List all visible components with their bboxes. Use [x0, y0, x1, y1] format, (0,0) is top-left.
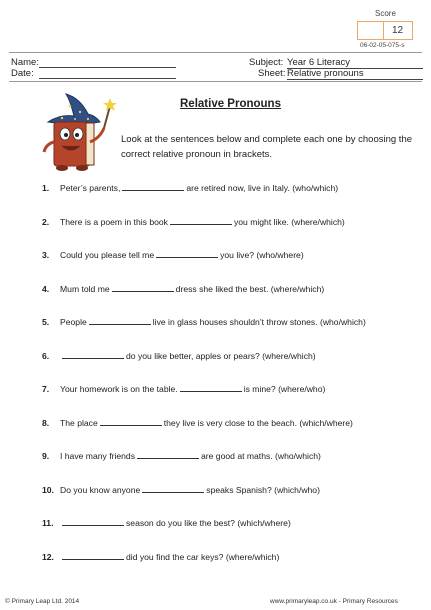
question-text-after: live in glass houses shouldn’t throw stones. (who/which) [152, 317, 366, 327]
question-row [42, 483, 320, 495]
header-bottom-rule [9, 81, 422, 82]
question-row [42, 550, 279, 562]
question-text-after: you live? (who/where) [220, 250, 304, 260]
sheet-label: Sheet: [258, 68, 286, 79]
date-label: Date: [11, 68, 34, 79]
question-row [42, 382, 325, 394]
question-row [42, 449, 321, 461]
answer-blank[interactable] [100, 416, 162, 426]
wizard-book-mascot-icon [40, 92, 122, 172]
question-row [42, 349, 316, 361]
question-text-before: The place [60, 417, 98, 428]
question-number: 2. [42, 216, 50, 227]
question-number: 11. [42, 518, 54, 528]
answer-blank[interactable] [137, 449, 199, 459]
question-text-after: you might like. (where/which) [233, 216, 345, 227]
question-text-before: People [60, 317, 87, 327]
sheet-value: Relative pronouns [287, 68, 423, 80]
question-number: 7. [42, 384, 50, 394]
question-text-before: Mum told me [60, 283, 110, 294]
answer-blank[interactable] [112, 282, 174, 292]
question-text-after: are good at maths. (who/which) [201, 451, 321, 461]
question-row [42, 416, 353, 428]
answer-blank[interactable] [142, 483, 204, 493]
question-text-before: I have many friends [60, 451, 135, 461]
subject-value: Year 6 Literacy [287, 57, 423, 69]
question-text-after: dress she liked the best. (where/which) [175, 283, 325, 294]
question-row [42, 282, 324, 294]
question-text-after: season do you like the best? (which/where) [126, 518, 291, 528]
footer-copyright: © Primary Leap Ltd. 2014 [5, 598, 80, 605]
answer-blank[interactable] [170, 215, 232, 225]
question-text-before: Could you please tell me [60, 250, 155, 260]
question-row [42, 516, 291, 528]
question-number: 8. [42, 417, 50, 428]
question-number: 4. [42, 283, 50, 294]
question-text-after: did you find the car keys? (where/which) [126, 551, 280, 562]
question-text-before: Do you know anyone [60, 484, 141, 495]
footer-website: www.primaryleap.co.uk - Primary Resources [270, 598, 398, 605]
question-number: 9. [42, 451, 50, 461]
score-value: 12 [391, 25, 404, 36]
answer-blank[interactable] [156, 248, 218, 258]
answer-blank[interactable] [180, 382, 242, 392]
date-row [11, 68, 34, 79]
name-label: Name: [11, 57, 39, 68]
sheet-code: 06-02-05-075-s [360, 42, 405, 49]
question-text-before: Peter’s parents, [60, 183, 121, 193]
answer-blank[interactable] [122, 181, 184, 191]
question-number: 10. [42, 484, 54, 495]
answer-blank[interactable] [89, 315, 151, 325]
question-row [42, 315, 366, 327]
answer-blank[interactable] [62, 349, 124, 359]
question-text-after: speaks Spanish? (which/who) [206, 484, 320, 495]
question-number: 12. [42, 551, 54, 562]
worksheet-title: Relative Pronouns [180, 98, 281, 110]
question-text-after: do you like better, apples or pears? (where/which) [126, 350, 316, 361]
question-text-after: are retired now, live in Italy. (who/which) [186, 183, 339, 193]
subject-label: Subject: [249, 57, 284, 68]
question-text-after: they live is very close to the beach. (which/where) [163, 417, 353, 428]
date-field[interactable] [39, 68, 176, 79]
answer-blank[interactable] [62, 516, 124, 526]
question-number: 1. [42, 183, 50, 193]
question-text-before: There is a poem in this book [60, 216, 168, 227]
question-row [42, 248, 304, 260]
name-row [11, 57, 39, 68]
score-label: Score [375, 9, 396, 18]
header-top-rule [9, 52, 422, 53]
question-number: 5. [42, 317, 50, 327]
name-field[interactable] [39, 57, 176, 68]
question-row [42, 215, 345, 227]
question-number: 3. [42, 250, 50, 260]
answer-blank[interactable] [62, 550, 124, 560]
question-number: 6. [42, 350, 50, 361]
question-row [42, 181, 338, 193]
instructions: Look at the sentences below and complete each one by choosing the correct relative pronoun in brackets. [121, 134, 413, 160]
question-text-before: Your homework is on the table. [60, 384, 178, 394]
question-text-after: is mine? (where/who) [243, 384, 326, 394]
